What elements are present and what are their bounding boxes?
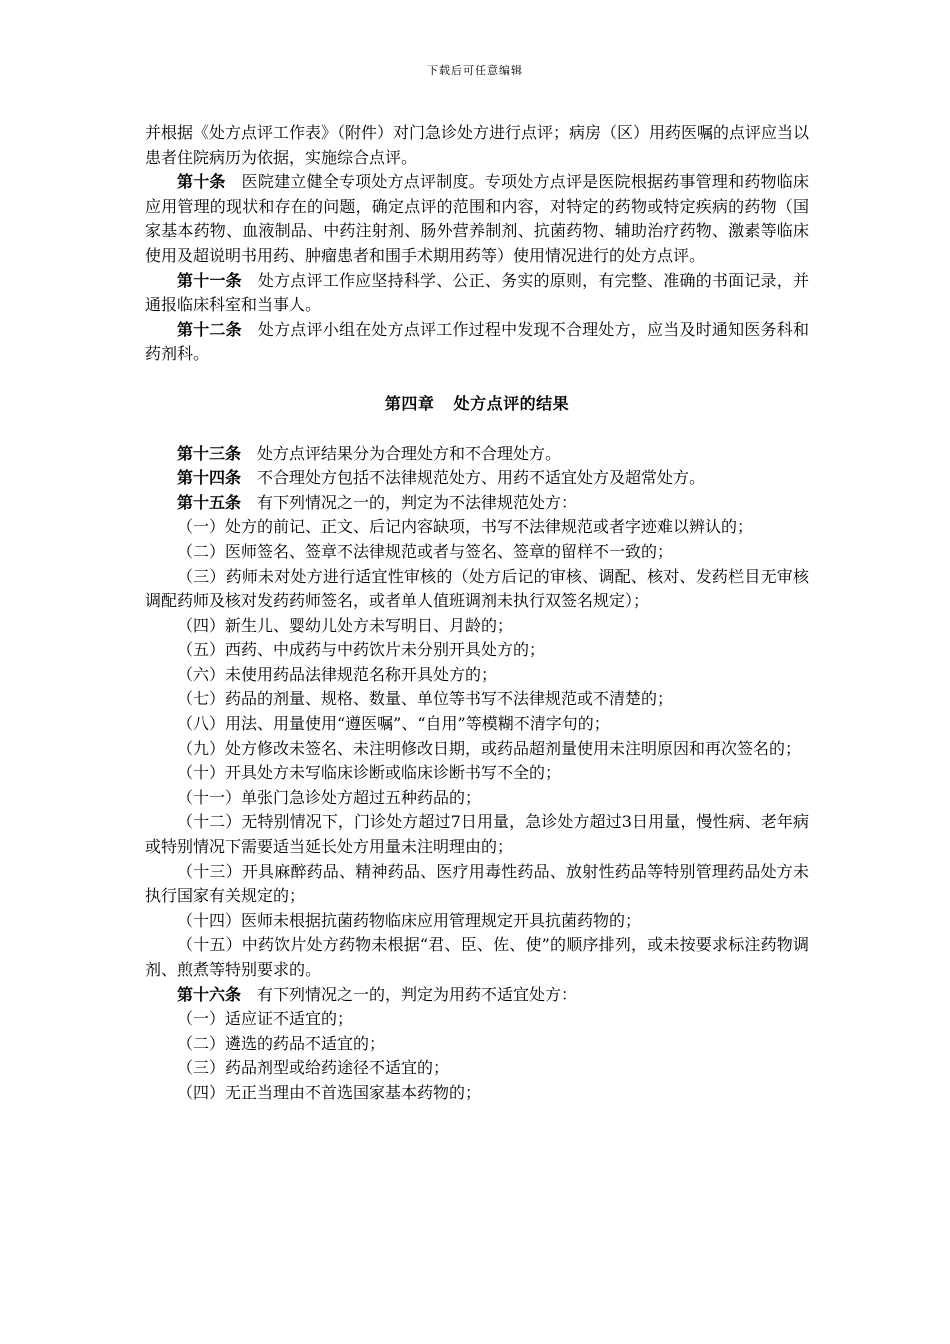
- article-11: [145, 269, 809, 318]
- article-label: 第十二条: [177, 319, 242, 339]
- list-item: （十）开具处方未写临床诊断或临床诊断书写不全的；: [177, 763, 562, 783]
- list-item: （四）新生儿、婴幼儿处方未写明日、月龄的；: [177, 615, 514, 635]
- article-label: 第十三条: [177, 443, 242, 463]
- list-item: （十一）单张门急诊处方超过五种药品的；: [177, 787, 482, 807]
- article-text: 有下列情况之一的，判定为用药不适宜处方：: [257, 984, 578, 1004]
- page-header: 下载后可任意编辑: [427, 64, 523, 77]
- list-item: （十五）中药饮片处方药物未根据“君、臣、佐、使”的顺序排列，或未按要求标注药物调剂、煎煮等特别要求的。: [145, 935, 809, 979]
- article-10: [145, 170, 809, 268]
- list-item: （二）医师签名、签章不法律规范或者与签名、签章的留样不一致的；: [177, 541, 674, 561]
- article-16: [145, 983, 809, 1008]
- chapter-number: 第四章: [384, 393, 435, 413]
- list-item: （二）遴选的药品不适宜的；: [177, 1033, 386, 1053]
- article-14: [145, 466, 809, 491]
- article-label: 第十六条: [177, 984, 242, 1004]
- list-item: （十四）医师未根据抗菌药物临床应用管理规定开具抗菌药物的；: [177, 910, 642, 930]
- article-text: 医院建立健全专项处方点评制度。专项处方点评是医院根据药事管理和药物临床应用管理的现状和存在的问题，确定点评的范围和内容，对特定的药物或特定疾病的药物（国家基本药物、血液制品、中药注射剂、肠外营养制剂、抗菌药物、辅助治疗药物、激素等临床使用及超说明书用药、肿瘤患者和围手术期用药等）使用情况进行的处方点评。: [145, 172, 809, 265]
- article-label: 第十条: [177, 172, 226, 192]
- list-item: （一）处方的前记、正文、后记内容缺项，书写不法律规范或者字迹难以辨认的；: [177, 517, 754, 537]
- list-item: （八）用法、用量使用“遵医嘱”、“自用”等模糊不清字句的；: [177, 714, 610, 734]
- list-item: （十二）无特别情况下，门诊处方超过7日用量，急诊处方超过3日用量，慢性病、老年病或特别情况下需要适当延长处方用量未注明理由的；: [145, 812, 809, 857]
- list-item: （三）药师未对处方进行适宜性审核的（处方后记的审核、调配、核对、发药栏目无审核调配药师及核对发药药师签名，或者单人值班调剂未执行双签名规定）；: [145, 566, 809, 611]
- chapter-title: 处方点评的结果: [453, 393, 570, 413]
- article-text: 有下列情况之一的，判定为不法律规范处方：: [257, 492, 578, 512]
- chapter-heading: [145, 392, 809, 417]
- list-item: （四）无正当理由不首选国家基本药物的；: [177, 1082, 482, 1102]
- article-label: 第十一条: [177, 270, 242, 290]
- list-item: （七）药品的剂量、规格、数量、单位等书写不法律规范或不清楚的；: [177, 689, 674, 709]
- article-text: 不合理处方包括不法律规范处方、用药不适宜处方及超常处方。: [257, 468, 706, 488]
- article-text: 处方点评小组在处方点评工作过程中发现不合理处方，应当及时通知医务科和药剂科。: [145, 319, 809, 364]
- list-item: （三）药品剂型或给药途径不适宜的；: [177, 1058, 450, 1078]
- list-item: （九）处方修改未签名、未注明修改日期，或药品超剂量使用未注明原因和再次签名的；: [177, 738, 802, 758]
- article-label: 第十五条: [177, 492, 242, 512]
- list-item: （一）适应证不适宜的；: [177, 1009, 354, 1029]
- article-13: [145, 442, 809, 467]
- article-text: 处方点评结果分为合理处方和不合理处方。: [257, 443, 562, 463]
- article-15: [145, 491, 809, 516]
- article-text: 处方点评工作应坚持科学、公正、务实的原则，有完整、准确的书面记录，并通报临床科室和当事人。: [145, 270, 809, 315]
- article-12: [145, 318, 809, 367]
- document-body: [145, 121, 809, 1106]
- intro-paragraph: 并根据《处方点评工作表》（附件）对门急诊处方进行点评；病房（区）用药医嘱的点评应当以患者住院病历为依据，实施综合点评。: [145, 123, 810, 167]
- article-label: 第十四条: [177, 468, 242, 488]
- list-item: （十三）开具麻醉药品、精神药品、医疗用毒性药品、放射性药品等特别管理药品处方未执行国家有关规定的；: [145, 861, 809, 906]
- list-item: （五）西药、中成药与中药饮片未分别开具处方的；: [177, 640, 546, 660]
- list-item: （六）未使用药品法律规范名称开具处方的；: [177, 664, 498, 684]
